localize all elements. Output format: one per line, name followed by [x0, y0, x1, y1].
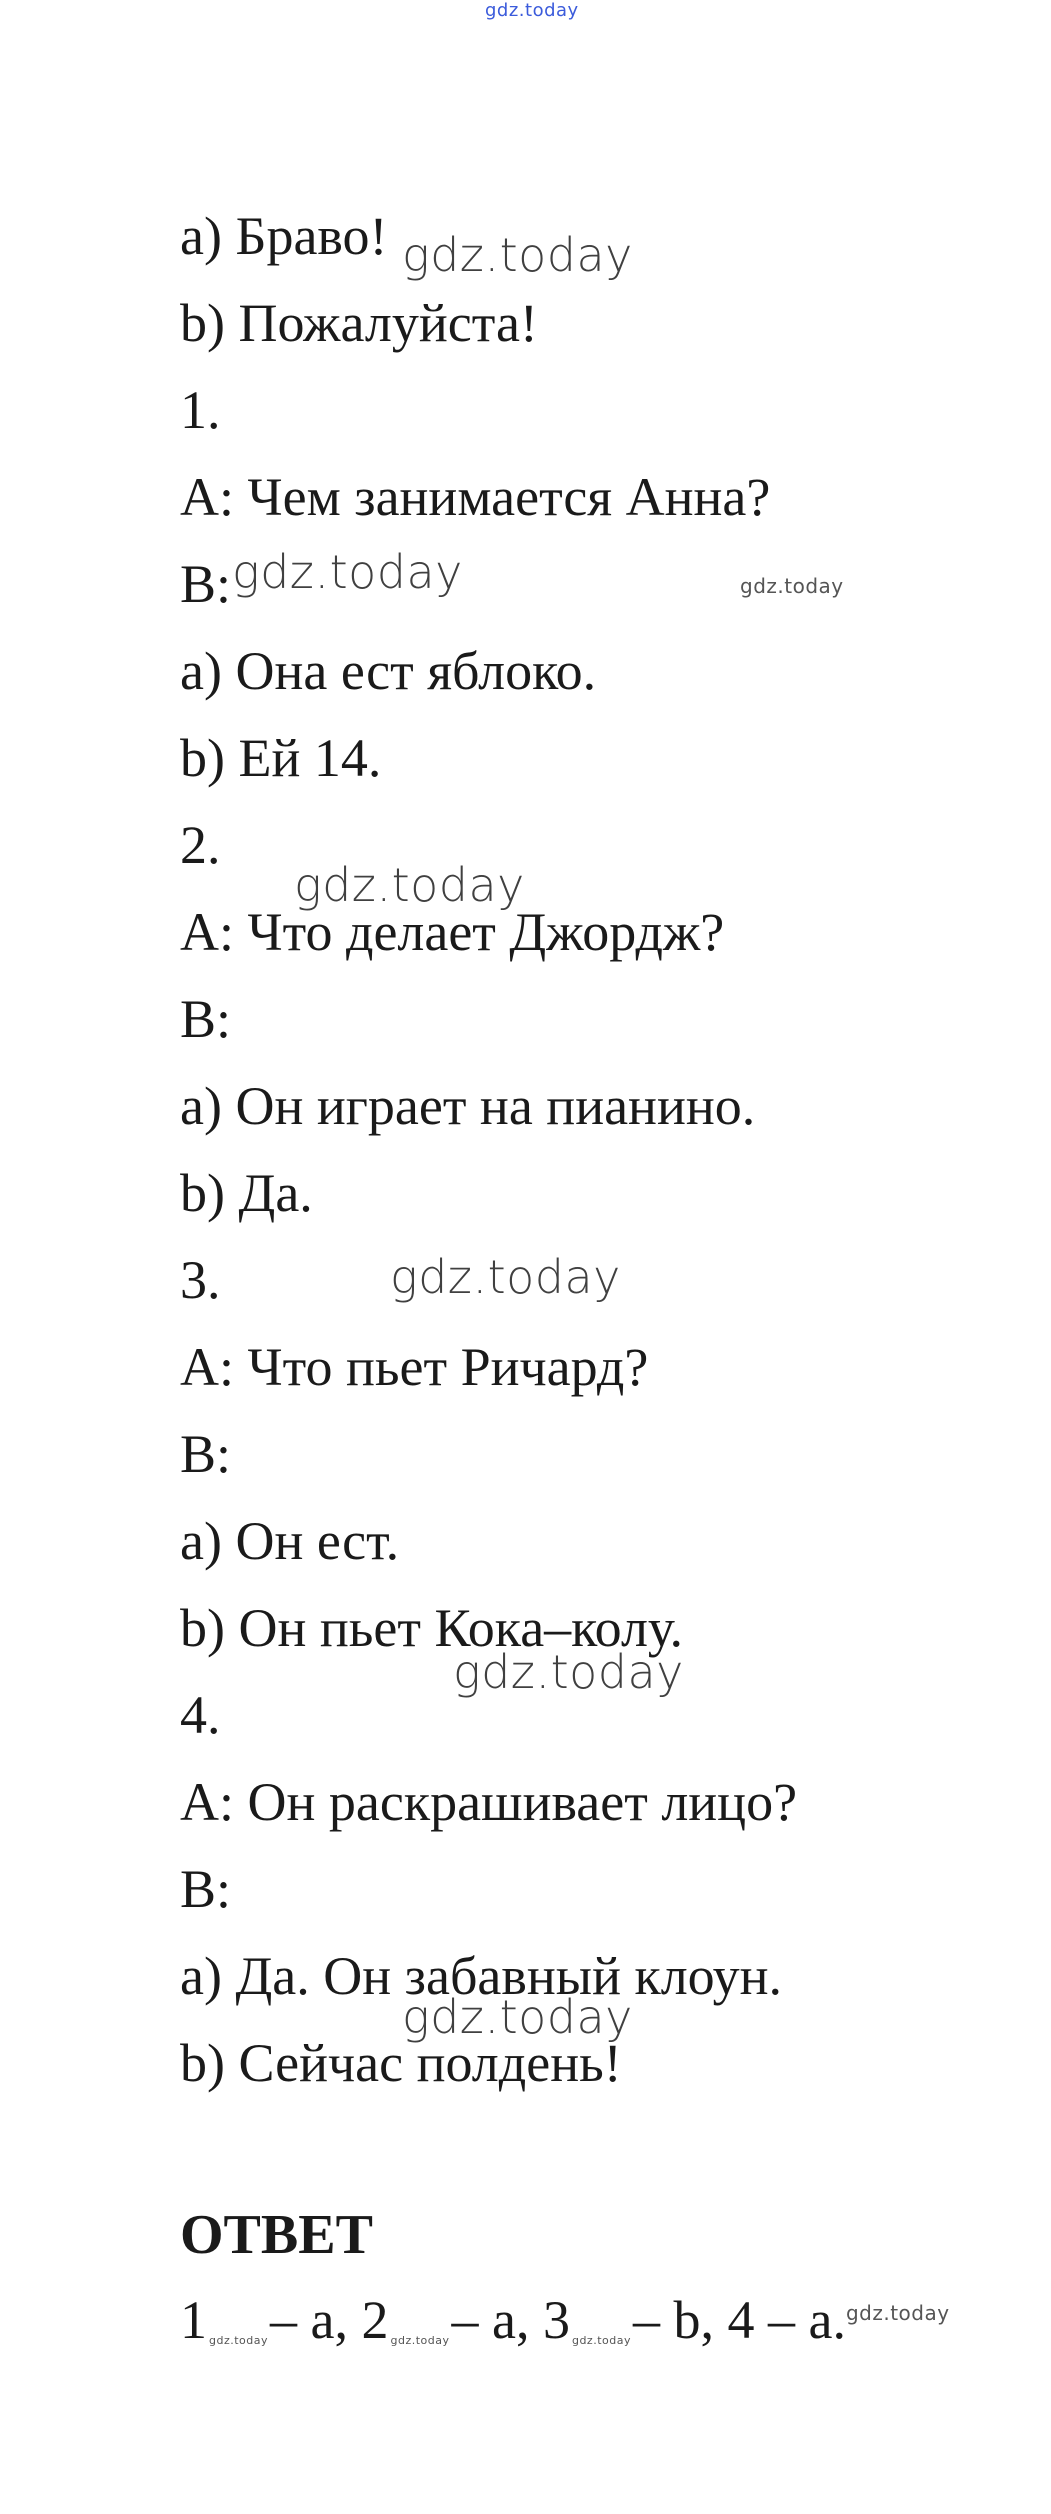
option-line: b) Ей 14.	[180, 728, 382, 788]
answer-line	[180, 2290, 950, 2365]
answer-part: – a, 3	[451, 2290, 570, 2350]
watermark: gdz.today	[453, 1645, 684, 1699]
item-number: 4.	[180, 1685, 221, 1745]
watermark: gdz.today	[390, 1250, 621, 1304]
watermark: gdz.today	[402, 1990, 633, 2044]
option-line: a) Он играет на пианино.	[180, 1076, 756, 1136]
option-line: b) Он пьет Кока–колу.	[180, 1598, 684, 1658]
watermark: gdz.today	[845, 2301, 950, 2325]
option-line: a) Да. Он забавный клоун.	[180, 1946, 782, 2006]
watermark: gdz.today	[740, 574, 844, 598]
watermark: gdz.today	[390, 2334, 450, 2347]
option-line: a) Она ест яблоко.	[180, 641, 597, 701]
question-line: A: Что пьет Ричард?	[180, 1337, 649, 1397]
watermark: gdz.today	[209, 2334, 269, 2347]
answer-heading: ОТВЕТ	[180, 2204, 373, 2266]
question-line: A: Что делает Джордж?	[180, 902, 725, 962]
watermark: gdz.today	[402, 228, 633, 282]
option-line: a) Он ест.	[180, 1511, 400, 1571]
speaker-line: B:	[180, 1859, 232, 1919]
option-line: b) Сейчас полдень!	[180, 2033, 622, 2093]
speaker-line: B:	[180, 1424, 232, 1484]
answer-part: – b, 4 – a.	[632, 2290, 846, 2350]
answer-part: – a, 2	[270, 2290, 389, 2350]
item-number: 1.	[180, 380, 221, 440]
item-number: 3.	[180, 1250, 221, 1310]
option-line: b) Да.	[180, 1163, 313, 1223]
question-line: A: Он раскрашивает лицо?	[180, 1772, 798, 1832]
speaker-line: B:	[180, 989, 232, 1049]
question-line: A: Чем занимается Анна?	[180, 467, 771, 527]
answer-part: 1	[180, 2290, 207, 2350]
watermark: gdz.today	[232, 545, 463, 599]
watermark: gdz.today	[571, 2334, 631, 2347]
item-number: 2.	[180, 815, 221, 875]
watermark-top: gdz.today	[485, 0, 579, 21]
speaker-line: B:	[180, 554, 232, 614]
option-line: b) Пожалуйста!	[180, 293, 538, 353]
option-line: a) Браво!	[180, 206, 388, 266]
watermark: gdz.today	[294, 858, 525, 912]
